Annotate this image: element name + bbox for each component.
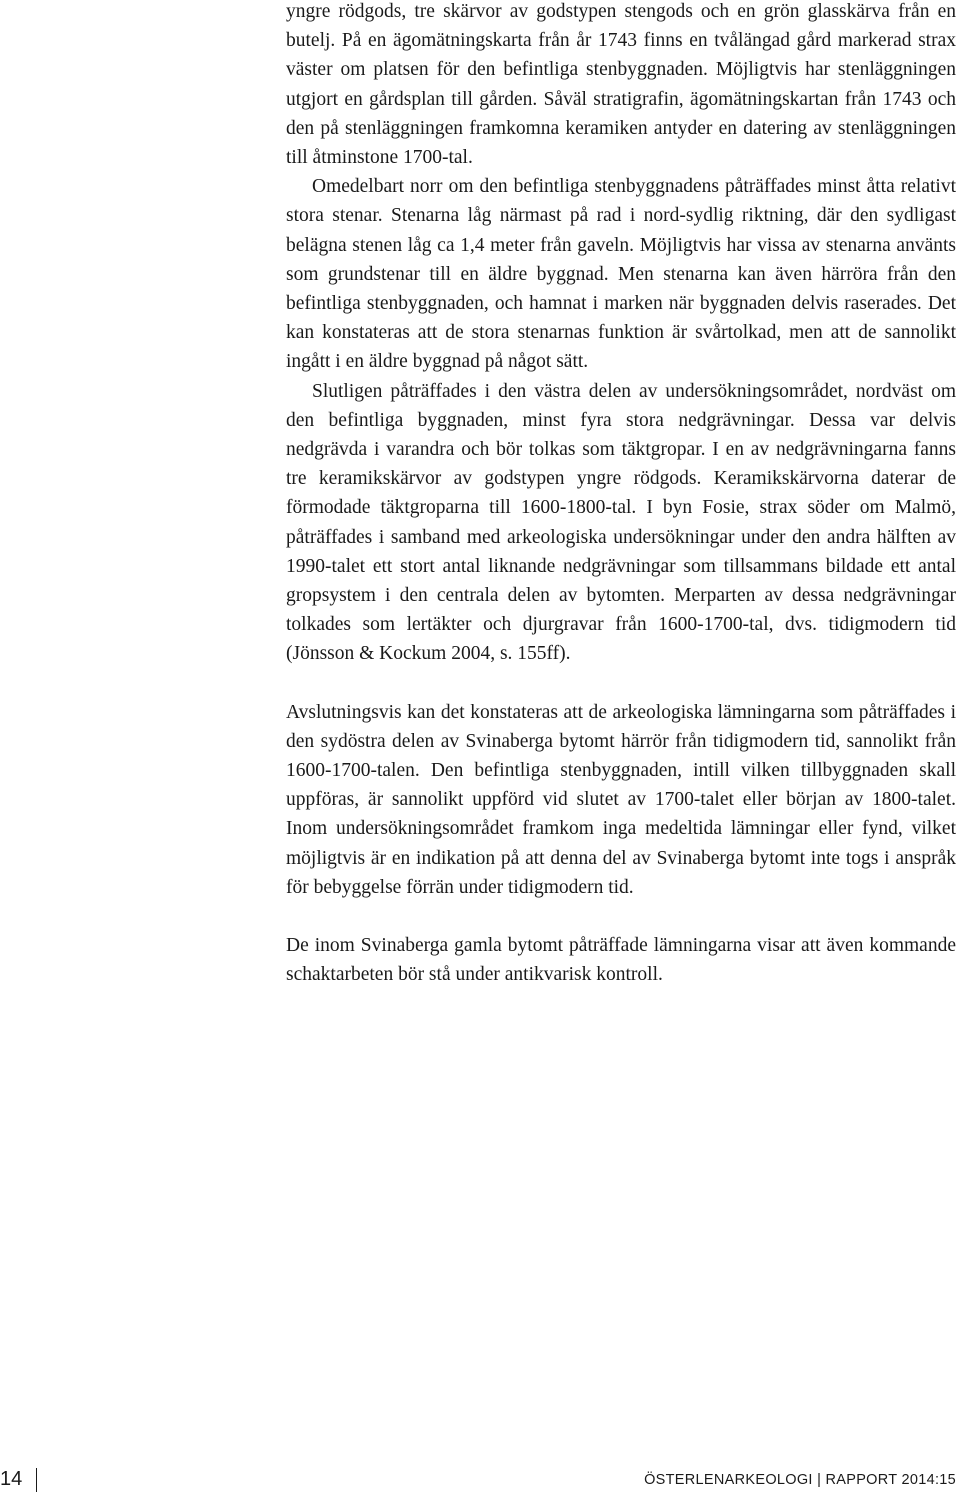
paragraph-pits: Slutligen påträffades i den västra delen av undersökningsområdet, nordväst om den befintliga byggnaden, minst fyra stora nedgrävningar. Dessa var delvis nedgrävda i varandra och bör tolkas som täktgropar. I en av nedgrävningarna fanns tre keramikskärvor av godstypen yngre rödgods. Keramikskärvorna daterar de förmodade täktgroparna till 1600-1800-tal. I byn Fosie, strax söder om Malmö, påträffades i samband med arkeologiska undersökningar under den andra hälften av 1990-talet ett stort antal liknande nedgrävningar som tillsammans bildade ett antal gropsystem i den centrala delen av bytomten. Merparten av dessa nedgrävningar tolkades som lertäkter och djurgravar från 1600-1700-tal, dvs. tidigmodern tid (Jönsson & Kockum 2004, s. 155ff). (286, 380, 956, 665)
page-number: 14 (0, 1468, 23, 1490)
paragraph-conclusion: Avslutningsvis kan det konstateras att de arkeologiska lämningarna som påträffades i den sydöstra delen av Svinaberga bytomt härrör från tidigmodern tid, sannolikt från 1600-1700-talen. Den befintliga stenbyggnaden, intill vilken tillbyggnaden skall uppföras, är sannolikt uppförd vid slutet av 1700-talet eller början av 1800-talet. Inom undersökningsområdet framkom inga medeltida lämningar eller fynd, vilket möjligtvis är en indikation på att denna del av Svinaberga bytomt inte togs i anspråk för bebyggelse förrän under tidigmodern tid. (286, 701, 956, 898)
body-text (286, 0, 956, 990)
footer-report-title: ÖSTERLENARKEOLOGI | RAPPORT 2014:15 (644, 1472, 956, 1488)
page-footer (0, 1468, 960, 1492)
footer-divider (36, 1468, 37, 1492)
paragraph-stones: Omedelbart norr om den befintliga stenbyggnadens påträffades minst åtta relativt stora stenar. Stenarna låg närmast på rad i nord-sydlig riktning, där den sydligast belägna stenen låg ca 1,4 meter från gaveln. Möjligtvis har vissa av stenarna använts som grundstenar till en äldre byggnad. Men stenarna kan även härröra från den befintliga stenbyggnaden, och hamnat i marken när byggnaden delvis raserades. Det kan konstateras att de stora stenarnas funktion är svårtolkad, men att de sannolikt ingått i en äldre byggnad på något sätt. (286, 176, 956, 373)
paragraph-recommendation: De inom Svinaberga gamla bytomt påträffade lämningarna visar att även kommande schaktarbeten bör stå under antikvarisk kontroll. (286, 935, 956, 986)
paragraph-continued: yngre rödgods, tre skärvor av godstypen stengods och en grön glasskärva från en butelj. På en ägomätningskarta från år 1743 finns en tvålängad gård markerad strax väster om platsen för den befintliga stenbyggnaden. Möjligtvis har stenläggningen utgjort en gårdsplan till gården. Såväl stratigrafin, ägomätningskartan från 1743 och den på stenläggningen framkomna keramiken antyder en datering av stenläggningen till åtminstone 1700-tal. (286, 1, 956, 169)
